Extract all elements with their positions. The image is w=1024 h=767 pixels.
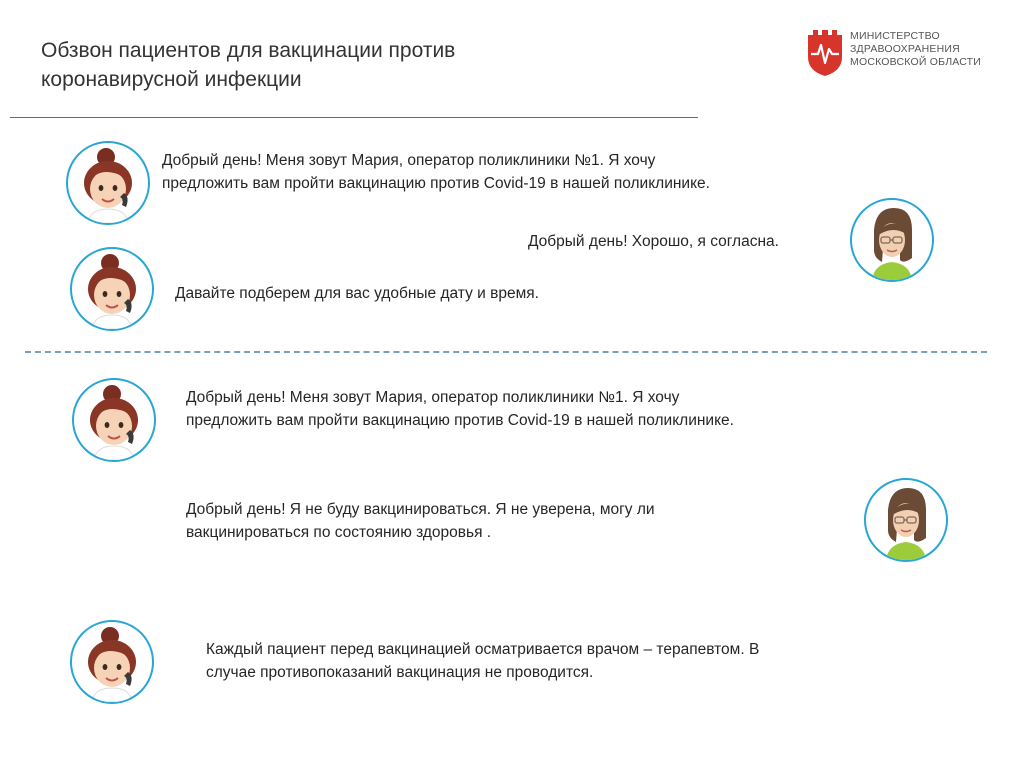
operator-answer-message — [206, 638, 759, 684]
patient-avatar-icon — [850, 198, 934, 282]
operator-avatar-icon — [72, 378, 156, 462]
title-line-1: Обзвон пациентов для вакцинации против — [41, 39, 456, 62]
message-line: предложить вам пройти вакцинацию против Covid-19 в нашей поликлинике. — [186, 412, 734, 429]
logo-line-2: ЗДРАВООХРАНЕНИЯ — [850, 43, 960, 55]
operator-followup-message: Давайте подберем для вас удобные дату и время. — [175, 285, 539, 302]
page-title — [41, 36, 455, 94]
patient-agree-message: Добрый день! Хорошо, я согласна. — [528, 233, 779, 250]
message-line: случае противопоказаний вакцинация не проводится. — [206, 664, 594, 681]
message-line: вакцинироваться по состоянию здоровья . — [186, 524, 492, 541]
message-line: предложить вам пройти вакцинацию против Covid-19 в нашей поликлинике. — [162, 175, 710, 192]
operator-avatar-icon — [66, 141, 150, 225]
scenario-divider — [25, 351, 987, 353]
title-line-2: коронавирусной инфекции — [41, 68, 302, 91]
operator-greeting-message — [162, 149, 710, 195]
message-line: Добрый день! Меня зовут Мария, оператор поликлиники №1. Я хочу — [162, 152, 656, 169]
patient-avatar-icon — [864, 478, 948, 562]
patient-refusal-message — [186, 498, 655, 544]
ministry-emblem-icon — [806, 27, 844, 77]
ministry-logo-text — [850, 30, 981, 69]
logo-line-1: МИНИСТЕРСТВО — [850, 30, 940, 42]
operator-avatar-icon — [70, 247, 154, 331]
message-line: Каждый пациент перед вакцинацией осматривается врачом – терапевтом. В — [206, 641, 760, 658]
message-line: Добрый день! Меня зовут Мария, оператор поликлиники №1. Я хочу — [186, 389, 680, 406]
title-underline — [10, 117, 698, 118]
message-line: Добрый день! Я не буду вакцинироваться. Я не уверена, могу ли — [186, 501, 655, 518]
operator-avatar-icon — [70, 620, 154, 704]
operator-greeting-message — [186, 386, 734, 432]
logo-line-3: МОСКОВСКОЙ ОБЛАСТИ — [850, 56, 982, 68]
ministry-logo — [806, 27, 1006, 79]
